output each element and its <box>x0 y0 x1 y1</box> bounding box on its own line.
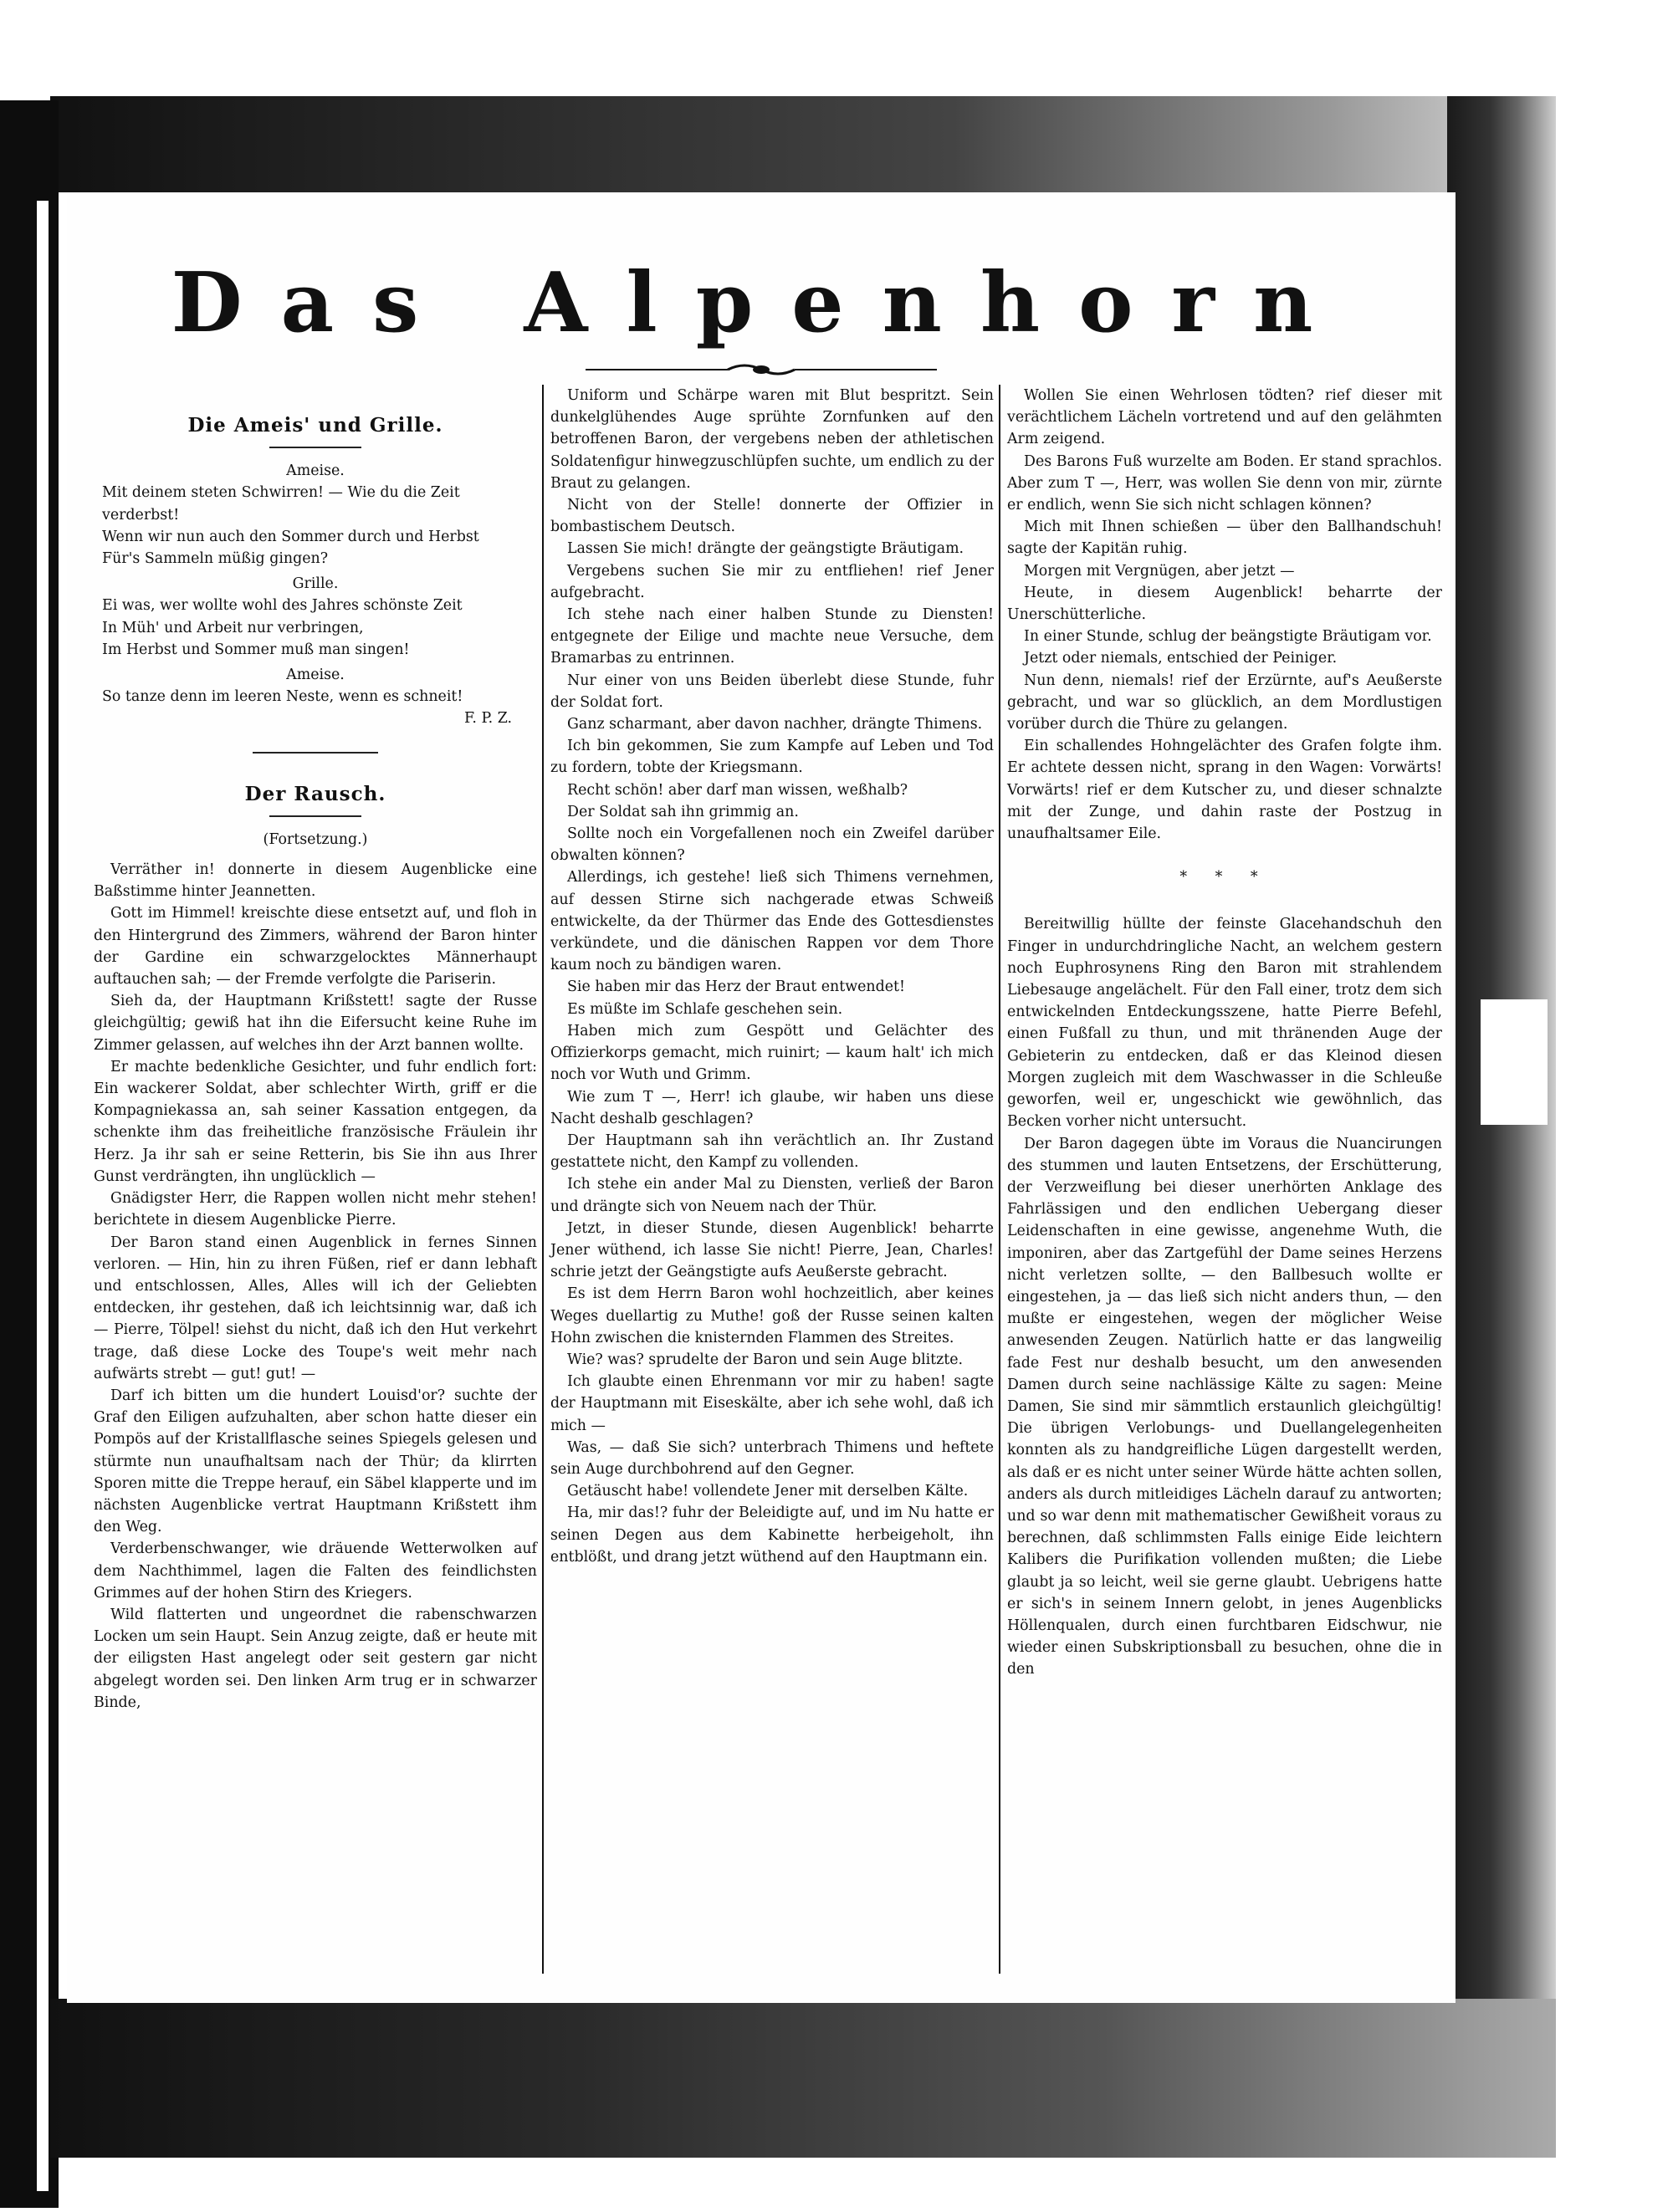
paragraph: Recht schön! aber darf man wissen, weßhalb? <box>567 781 908 799</box>
masthead-title: Das Alpenhorn <box>171 255 1352 351</box>
column-3 <box>1007 385 1442 1681</box>
paragraph: Der Baron dagegen übte im Voraus die Nuancirungen des stummen und lauten Entsetzens, der Erschütterung, der Verzweiflung bei dieser unerhörten Anklage des Fahrlässigen und den endlichen Uebergang dieser Leidenschaften in eine gewisse, angenehme Wuth, die imponiren, aber das Zartgefühl der Dame seines Herzens nicht verletzen sollte, — den Ballbesuch wollte er eingestehen, ja — das ließ sich nicht anders thun, — den mußte er eingestehen, wegen der möglicher Weise anwesenden Zeugen. Natürlich hatte er das langweilig fade Fest nur deshalb besucht, um den anwesenden Damen durch seine nachlässige Kälte zu sagen: Meine Damen, Sie sind mir sämmtlich erstaunlich gleichgültig! Die übrigen Verlobungs- und Duellangelegenheiten konnten als zu handgreifliche Lügen dargestellt werden, als daß er es nicht unter seiner Würde hätte achten sollen, anders als durch mitleidiges Lächeln darauf zu antworten; und so war denn mit mathematischer Gewißheit voraus zu berechnen, daß schlimmsten Falls einige Eide leichtern Kalibers die Purifikation vollenden mußten; die Liebe glaubt ja so leicht, weil sie gerne glaubt. Uebrigens hatte er sich's in seinem Innern gelobt, in jenes Augenblicks Höllenqualen, durch einen furchtbaren Eidschwur, nie wieder einen Subskriptionsball zu besuchen, ohne die in den <box>1007 1135 1442 1678</box>
poem-line: Im Herbst und Sommer muß man singen! <box>102 641 410 658</box>
poem-stanza <box>94 482 537 570</box>
paragraph: Nur einer von uns Beiden überlebt diese Stunde, fuhr der Soldat fort. <box>550 672 994 711</box>
paragraph: Des Barons Fuß wurzelte am Boden. Er stand sprachlos. Aber zum T —, Herr, was wollen Sie denn von mir, zürnte er endlich, wenn Sie sich nicht schlagen können? <box>1007 452 1442 514</box>
paragraph: Ich bin gekommen, Sie zum Kampfe auf Leben und Tod zu fordern, tobte der Kriegsmann. <box>550 738 994 777</box>
poem-line: Wenn wir nun auch den Sommer durch und Herbst <box>102 528 479 545</box>
paragraph: Allerdings, ich gestehe! ließ sich Thimens vernehmen, auf dessen Stirne sich nachgerade etwas Schweiß entwickelte, da der Thürmer das Ende des Gottesdienstes verkündete, und die dänischen Rappen vor dem Thore kaum noch zu bändigen waren. <box>550 869 994 974</box>
paragraph: Der Hauptmann sah ihn verächtlich an. Ihr Zustand gestattete nicht, den Kampf zu vollenden. <box>550 1132 994 1172</box>
paragraph: Es müßte im Schlafe geschehen sein. <box>567 1000 843 1018</box>
paragraph: Lassen Sie mich! drängte der geängstigte Bräutigam. <box>567 540 964 558</box>
paragraph: Getäuscht habe! vollendete Jener mit derselben Kälte. <box>567 1483 969 1500</box>
paragraph: Vergebens suchen Sie mir zu entfliehen! rief Jener aufgebracht. <box>550 562 994 601</box>
newspaper-page <box>67 192 1456 2003</box>
paragraph: Wild flatterten und ungeordnet die rabenschwarzen Locken um sein Haupt. Sein Anzug zeigte, daß er heute mit der eiligsten Hast angelegt oder seit gestern gar nicht abgelegt worden sei. Den linken Arm trug er in schwarzer Binde, <box>94 1606 537 1711</box>
poem-line: Ei was, wer wollte wohl des Jahres schönste Zeit <box>102 597 463 615</box>
poem-speaker: Ameise. <box>286 462 345 480</box>
paragraph: Ganz scharmant, aber davon nachher, drängte Thimens. <box>567 716 983 733</box>
book-edge-right <box>1447 96 1556 2153</box>
poem-title: Die Ameis' und Grille. <box>187 414 443 437</box>
column-1 <box>94 385 537 1714</box>
column-rule-1 <box>542 385 544 1974</box>
paragraph: Sieh da, der Hauptmann Krißstett! sagte der Russe gleichgültig; gewiß hat ihn die Eifersucht keine Ruhe im Zimmer gelassen, auf welches ihn der Arzt bannen wollte. <box>94 993 537 1054</box>
scan-binding-left <box>0 100 59 2208</box>
paragraph: Ich stehe nach einer halben Stunde zu Diensten! entgegnete der Eilige und machte neue Versuche, dem Bramarbas zu entrinnen. <box>550 606 994 667</box>
poem-speaker: Ameise. <box>286 667 345 684</box>
paragraph: Sie haben mir das Herz der Braut entwendet! <box>567 978 906 996</box>
column-2 <box>550 385 994 1568</box>
poem-line: Für's Sammeln müßig gingen? <box>102 550 329 568</box>
poem-speaker: Grille. <box>292 575 339 593</box>
story-title: Der Rausch. <box>244 782 386 805</box>
paragraph: Der Soldat sah ihn grimmig an. <box>567 803 799 820</box>
poem-line: So tanze denn im leeren Neste, wenn es schneit! <box>102 688 463 706</box>
paragraph: Es ist dem Herrn Baron wohl hochzeitlich, aber keines Weges duellartig zu Muthe! goß der Russe seinen kalten Hohn zwischen die knisternden Flammen des Streites. <box>550 1285 994 1346</box>
paragraph: Wie zum T —, Herr! ich glaube, wir haben uns diese Nacht deshalb geschlagen? <box>550 1088 994 1127</box>
paragraph: Ein schallendes Hohngelächter des Grafen folgte ihm. Er achtete dessen nicht, sprang in den Wagen: Vorwärts! Vorwärts! rief er dem Kutscher zu, und dieser schnalzte mit der Zunge, und dahin raste der Postzug in unaufhaltsamer Eile. <box>1007 738 1442 843</box>
poem-stanza <box>94 595 537 661</box>
paragraph: Haben mich zum Gespött und Gelächter des Offizierkorps gemacht, mich ruinirt; — kaum halt' ich mich noch vor Wuth und Grimm. <box>550 1022 994 1084</box>
masthead-ornament <box>586 360 937 380</box>
paragraph: Wollen Sie einen Wehrlosen tödten? rief dieser mit verächtlichem Lächeln vortretend und auf den gelähmten Arm zeigend. <box>1007 387 1442 448</box>
story-subtitle: (Fortsetzung.) <box>263 830 368 848</box>
paragraph: Verräther in! donnerte in diesem Augenblicke eine Baßstimme hinter Jeannetten. <box>94 861 537 901</box>
poem-stanza <box>94 686 537 708</box>
scan-shadow-top <box>50 96 1556 192</box>
poem-signature: F. P. Z. <box>464 710 512 728</box>
paragraph: Verderbenschwanger, wie dräuende Wetterwolken auf dem Nachthimmel, lagen die Falten des feindlichsten Grimmes auf der hohen Stirn des Kriegers. <box>94 1540 537 1602</box>
poem-line: In Müh' und Arbeit nur verbringen, <box>102 619 364 636</box>
paragraph: Gnädigster Herr, die Rappen wollen nicht mehr stehen! berichtete in diesem Augenblicke Pierre. <box>94 1190 537 1229</box>
paragraph: Jetzt oder niemals, entschied der Peiniger. <box>1024 650 1338 667</box>
section-rule <box>253 752 378 754</box>
paragraph: Der Baron stand einen Augenblick in fernes Sinnen verloren. — Hin, hin zu ihren Füßen, rief er dann lebhaft und entschlossen, Alles, Alles will ich der Geliebten entdecken, ihr gestehen, daß ich leichtsinnig war, daß ich — Pierre, Tölpel! siehst du nicht, daß ich den Hut verkehrt trage, daß diese Locke des Toupe's weit mehr nach aufwärts strebt — gut! gut! — <box>94 1234 537 1382</box>
paragraph: Morgen mit Vergnügen, aber jetzt — <box>1024 562 1295 580</box>
paragraph: Uniform und Schärpe waren mit Blut bespritzt. Sein dunkelglühendes Auge sprühte Zornfunken auf den betroffenen Baron, der vergebens neben der athletischen Soldatenfigur hinwegzuschlüpfen suchte, um endlich zu der Braut zu gelangen. <box>550 387 995 492</box>
paragraph: Heute, in diesem Augenblick! beharrte der Unerschütterliche. <box>1007 584 1442 624</box>
paragraph: Bereitwillig hüllte der feinste Glacehandschuh den Finger in undurchdringliche Nacht, an welchem gestern noch Euphrosynens Ring den Baron mit strahlendem Liebesauge angelächelt. Für den Fall einer, trotz dem sich entwickelnden Entdeckungsszene, hatte Pierre Befehl, einen Fußfall zu thun, und mit thränenden Auge der Gebieterin zu entdecken, daß er das Kleinod diesen Morgen zugleich mit dem Waschwasser in die Schleuße geworfen, weil er, ungeschickt wie gewöhnlich, das Becken vorher nicht untersucht. <box>1007 916 1442 1131</box>
paragraph: Mich mit Ihnen schießen — über den Ballhandschuh! sagte der Kapitän ruhig. <box>1007 519 1442 558</box>
paragraph: Ha, mir das!? fuhr der Beleidigte auf, und im Nu hatte er seinen Degen aus dem Kabinette herbeigeholt, ihn entblößt, und drang jetzt wüthend auf den Hauptmann ein. <box>550 1504 994 1566</box>
paragraph: Ich stehe ein ander Mal zu Diensten, verließ der Baron und drängte sich von Neuem nach der Thür. <box>550 1176 994 1215</box>
paragraph: Sollte noch ein Vorgefallenen noch ein Zweifel darüber obwalten können? <box>550 825 994 865</box>
paragraph: Gott im Himmel! kreischte diese entsetzt auf, und floh in den Hintergrund des Zimmers, während der Baron hinter der Gardine ein schwarzgelocktes Männerhaupt auftauchen sah; — der Fremde verfolgte die Pariserin. <box>94 905 537 989</box>
paragraph: Ich glaubte einen Ehrenmann vor mir zu haben! sagte der Hauptmann mit Eiseskälte, aber ich sehe wohl, daß ich mich — <box>550 1373 994 1434</box>
poem-line: Mit deinem steten Schwirren! — Wie du die Zeit verderbst! <box>102 484 460 524</box>
paragraph: Jetzt, in dieser Stunde, diesen Augenblick! beharrte Jener wüthend, ich lasse Sie nicht! Pierre, Jean, Charles! schrie jetzt der Geängstigte aufs Aeußerste gebracht. <box>550 1219 994 1281</box>
column-rule-2 <box>999 385 1000 1974</box>
paragraph: Wie? was? sprudelte der Baron und sein Auge blitzte. <box>567 1351 964 1368</box>
scan-shadow-bottom <box>50 1999 1556 2158</box>
paragraph: Was, — daß Sie sich? unterbrach Thimens und heftete sein Auge durchbohrend auf den Gegner. <box>550 1438 994 1478</box>
paragraph: In einer Stunde, schlug der beängstigte Bräutigam vor. <box>1024 628 1432 646</box>
paragraph: Nicht von der Stelle! donnerte der Offizier in bombastischem Deutsch. <box>550 497 994 536</box>
poem-title-rule <box>269 447 361 448</box>
paragraph: Nun denn, niemals! rief der Erzürnte, auf's Aeußerste gebracht, und war so glücklich, an dem Mordlustigen vorüber durch die Thüre zu gelangen. <box>1007 672 1442 733</box>
section-divider-stars: * * * <box>1179 869 1270 886</box>
paragraph: Darf ich bitten um die hundert Louisd'or? suchte der Graf den Eiligen aufzuhalten, aber schon hatte dieser ein Pompös auf der Kristallflasche seines Spiegels gelesen und stürmte nun unaufhaltsam nach der Thür; da klirrten Sporen mitte die Treppe herauf, ein Säbel klapperte und im nächsten Augenblicke vertrat Hauptmann Krißstett ihm den Weg. <box>94 1387 537 1536</box>
page-tab <box>1481 999 1548 1125</box>
story-title-rule <box>269 815 361 817</box>
paragraph: Er machte bedenkliche Gesichter, und fuhr endlich fort: Ein wackerer Soldat, aber schlechter Wirth, griff er die Kompagniekassa an, sah seiner Kassation entgegen, da schenkte ihm das freiheitliche französische Fräulein ihr Herz. Ja ihr sah er seine Retterin, bis Sie ihn aus Ihrer Gunst verdrängten, ihn unglücklich — <box>94 1058 537 1185</box>
